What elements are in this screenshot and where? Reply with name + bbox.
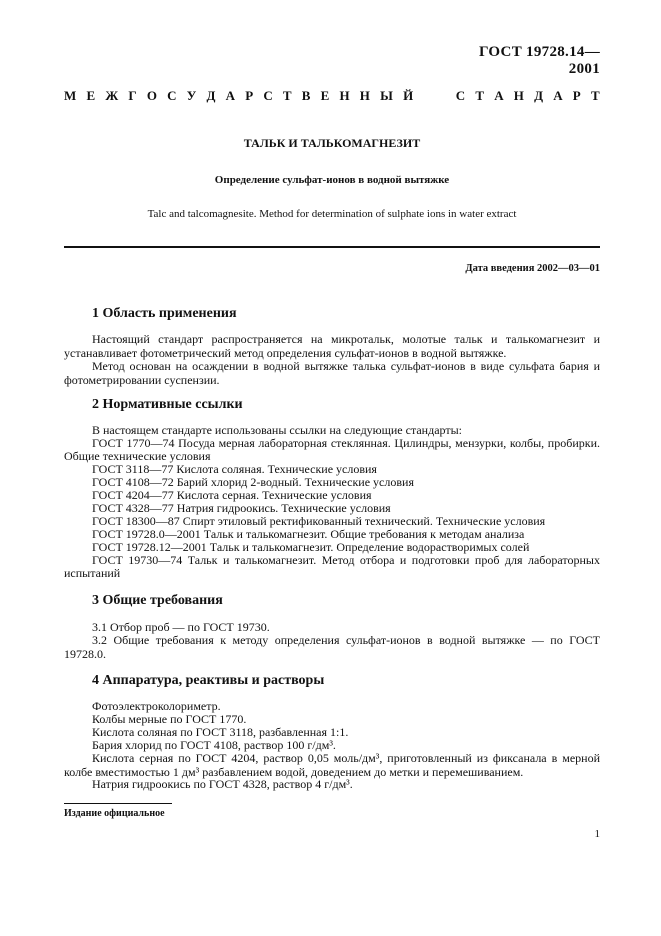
banner-letter <box>440 88 446 104</box>
english-title: Talc and talcomagnesite. Method for determination of sulphate ions in water extract <box>147 208 517 220</box>
section-3-item-2: 3.2 Общие требования к методу определения сульфат-ионов в водной вытяжке — по ГОСТ 19728.0. <box>64 633 600 661</box>
page-title: ТАЛЬК И ТАЛЬКОМАГНЕЗИТ <box>243 136 421 150</box>
equipment-item: Колбы мерные по ГОСТ 1770. <box>92 712 247 726</box>
banner-letter: О <box>146 88 157 103</box>
banner-letter: Т <box>282 88 292 103</box>
banner-letter: А <box>225 88 235 103</box>
banner-letter: Ы <box>380 88 393 103</box>
banner-letter: А <box>553 88 563 103</box>
banner-letter: Д <box>534 88 544 103</box>
banner-letter: С <box>167 88 177 103</box>
page-subtitle: Определение сульфат-ионов в водной вытяжке <box>214 174 450 186</box>
banner-letter: А <box>494 88 504 103</box>
section-3-item-1: 3.1 Отбор проб — по ГОСТ 19730. <box>92 620 270 634</box>
reference-item: ГОСТ 4204—77 Кислота серная. Технические условия <box>92 488 372 502</box>
effective-date: Дата введения 2002—03—01 <box>465 263 600 274</box>
section-1-paragraph-2: Метод основан на осаждении в водной вытяжке талька сульфат-ионов в виде сульфата бария и фотометрировании суспензии. <box>64 359 600 387</box>
category-banner <box>64 88 600 104</box>
reference-item: ГОСТ 3118—77 Кислота соляная. Технические условия <box>92 462 377 476</box>
edition-note: Издание официальное <box>64 808 165 819</box>
banner-letter: Й <box>403 88 414 103</box>
section-2-intro: В настоящем стандарте использованы ссылки на следующие стандарты: <box>92 423 463 437</box>
banner-letter: Е <box>86 88 96 103</box>
reference-item: ГОСТ 4328—77 Натрия гидроокись. Технические условия <box>92 501 391 515</box>
equipment-item: Натрия гидроокись по ГОСТ 4328, раствор 4 г/дм³. <box>92 777 353 791</box>
footer-divider <box>64 803 172 804</box>
banner-letter: У <box>186 88 197 103</box>
reference-item: ГОСТ 19730—74 Тальк и талькомагнезит. Метод отбора и подготовки проб для лабораторных испытаний <box>64 553 600 581</box>
banner-letter: С <box>263 88 273 103</box>
banner-letter: Т <box>475 88 484 103</box>
page-number: 1 <box>594 828 600 840</box>
banner-letter: Е <box>320 88 330 103</box>
equipment-item: Кислота серная по ГОСТ 4204, раствор 0,05 моль/дм³, приготовленный из фиксанала в мерной колбе вместимостью 1 дм³ разбавлением водой, доведением до метки и перемешиванием. <box>64 751 600 779</box>
reference-item: ГОСТ 19728.0—2001 Тальк и талькомагнезит. Общие требования к методам анализа <box>92 527 525 541</box>
reference-item: ГОСТ 1770—74 Посуда мерная лабораторная стеклянная. Цилиндры, мензурки, колбы, пробирки. Общие технические условия <box>64 436 600 464</box>
section-3-heading: 3 Общие требования <box>92 593 223 608</box>
banner-letter: Ж <box>105 88 119 103</box>
section-2-heading: 2 Нормативные ссылки <box>92 397 243 412</box>
equipment-item: Фотоэлектроколориметр. <box>92 699 221 713</box>
banner-letter: Д <box>206 88 216 103</box>
banner-letter: Н <box>339 88 350 103</box>
section-1-paragraph-1: Настоящий стандарт распространяется на микротальк, молотые тальк и талькомагнезит и устанавливает фотометрический метод определения сульфат-ионов в водной вытяжке. <box>64 332 600 360</box>
equipment-item: Кислота соляная по ГОСТ 3118, разбавленная 1:1. <box>92 725 349 739</box>
banner-letter: Н <box>359 88 370 103</box>
banner-letter: Г <box>128 88 137 103</box>
reference-item: ГОСТ 4108—72 Барий хлорид 2-водный. Технические условия <box>92 475 414 489</box>
banner-letter: С <box>455 88 466 103</box>
banner-letter <box>423 88 429 104</box>
header-divider <box>64 246 600 248</box>
banner-letter: М <box>64 88 77 103</box>
reference-item: ГОСТ 19728.12—2001 Тальк и талькомагнезит. Определение водорастворимых солей <box>92 540 530 554</box>
section-4-heading: 4 Аппаратура, реактивы и растворы <box>92 673 325 688</box>
banner-letter: В <box>301 88 311 103</box>
document-number: ГОСТ 19728.14—2001 <box>478 44 600 77</box>
section-1-heading: 1 Область применения <box>92 306 237 321</box>
banner-letter: Т <box>590 88 600 103</box>
banner-letter: Н <box>513 88 524 103</box>
reference-item: ГОСТ 18300—87 Спирт этиловый ректификованный технический. Технические условия <box>92 514 546 528</box>
equipment-item: Бария хлорид по ГОСТ 4108, раствор 100 г/дм³. <box>92 738 336 752</box>
banner-letter: Р <box>245 88 254 103</box>
banner-letter: Р <box>572 88 581 103</box>
